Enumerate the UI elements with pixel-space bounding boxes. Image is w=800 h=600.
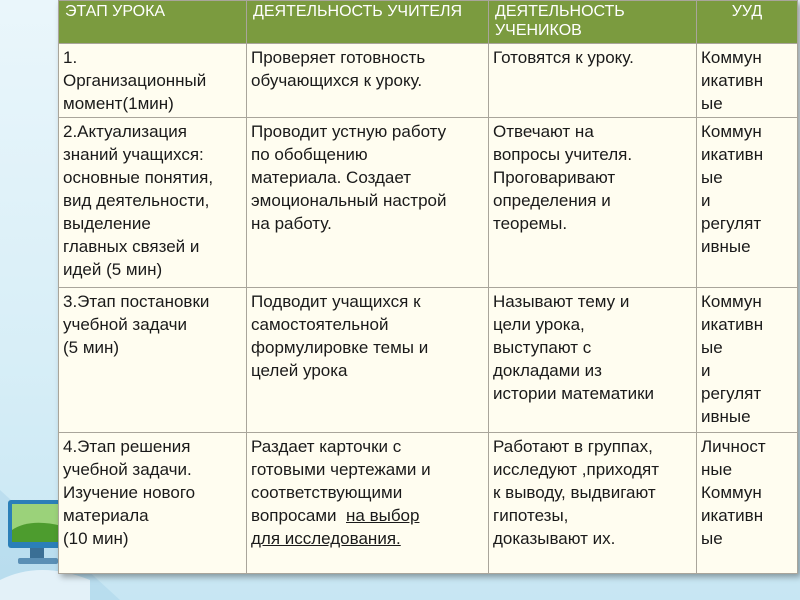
students-text: доказывают их. bbox=[493, 529, 616, 548]
table-row bbox=[59, 44, 798, 118]
uud-text: и bbox=[701, 361, 711, 380]
lesson-plan-table bbox=[58, 0, 798, 574]
teacher-text: Раздает карточки с bbox=[251, 437, 402, 456]
students-text: исследуют ,приходят bbox=[493, 460, 659, 479]
students-text: цели урока, bbox=[493, 315, 585, 334]
students-text: Называют тему и bbox=[493, 292, 630, 311]
teacher-cell bbox=[247, 44, 489, 118]
students-text: Работают в группах, bbox=[493, 437, 653, 456]
stage-text: Изучение нового bbox=[63, 483, 196, 502]
stage-text: (5 мин) bbox=[63, 338, 120, 357]
stage-text: материала bbox=[63, 506, 149, 525]
stage-text: идей (5 мин) bbox=[63, 260, 163, 279]
stage-text: главных связей и bbox=[63, 237, 200, 256]
header-student-activity: ДЕЯТЕЛЬНОСТЬ УЧЕНИКОВ bbox=[489, 1, 697, 44]
uud-text: икативн bbox=[701, 145, 764, 164]
teacher-cell bbox=[247, 118, 489, 288]
stage-text: выделение bbox=[63, 214, 151, 233]
teacher-text: готовыми чертежами и bbox=[251, 460, 431, 479]
header-uud: УУД bbox=[697, 1, 798, 44]
uud-text: ые bbox=[701, 168, 723, 187]
teacher-cell bbox=[247, 433, 489, 574]
students-cell bbox=[489, 433, 697, 574]
uud-text: ивные bbox=[701, 237, 751, 256]
teacher-text: материала. Создает bbox=[251, 168, 412, 187]
uud-text: Коммун bbox=[701, 483, 762, 502]
teacher-text: Подводит учащихся к bbox=[251, 292, 421, 311]
uud-text: Коммун bbox=[701, 48, 762, 67]
teacher-text: Проводит устную работу bbox=[251, 122, 447, 141]
teacher-text-plain: вопросами bbox=[251, 506, 346, 525]
stage-text: момент(1мин) bbox=[63, 94, 174, 113]
stage-text: 3.Этап постановки bbox=[63, 292, 210, 311]
stage-text: 4.Этап решения bbox=[63, 437, 191, 456]
teacher-text: эмоциональный настрой bbox=[251, 191, 447, 210]
uud-text: ые bbox=[701, 94, 723, 113]
table-row bbox=[59, 118, 798, 288]
header-stage: ЭТАП УРОКА bbox=[59, 1, 247, 44]
students-text: гипотезы, bbox=[493, 506, 569, 525]
uud-text: ые bbox=[701, 529, 723, 548]
students-text: докладами из bbox=[493, 361, 602, 380]
students-text: к выводу, выдвигают bbox=[493, 483, 656, 502]
stage-text: учебной задачи. bbox=[63, 460, 192, 479]
teacher-text: Проверяет готовность bbox=[251, 48, 426, 67]
uud-text: икативн bbox=[701, 506, 764, 525]
stage-cell bbox=[59, 433, 247, 574]
stage-cell bbox=[59, 44, 247, 118]
uud-text: регулят bbox=[701, 214, 762, 233]
choice-link[interactable]: на выбор bbox=[346, 506, 420, 525]
research-link[interactable]: для исследования. bbox=[251, 529, 401, 548]
table-row bbox=[59, 433, 798, 574]
students-cell bbox=[489, 118, 697, 288]
uud-cell bbox=[697, 118, 798, 288]
uud-text: Личност bbox=[701, 437, 766, 456]
teacher-text: по обобщению bbox=[251, 145, 368, 164]
students-text: выступают с bbox=[493, 338, 592, 357]
header-teacher-activity: ДЕЯТЕЛЬНОСТЬ УЧИТЕЛЯ bbox=[247, 1, 489, 44]
teacher-text bbox=[251, 504, 484, 527]
students-text: вопросы учителя. bbox=[493, 145, 633, 164]
uud-text: икативн bbox=[701, 315, 764, 334]
uud-text: ные bbox=[701, 460, 733, 479]
students-text: теоремы. bbox=[493, 214, 568, 233]
stage-text: (10 мин) bbox=[63, 529, 129, 548]
uud-text: ые bbox=[701, 338, 723, 357]
students-text: Проговаривают bbox=[493, 168, 616, 187]
stage-cell bbox=[59, 118, 247, 288]
uud-cell bbox=[697, 433, 798, 574]
teacher-text: на работу. bbox=[251, 214, 332, 233]
stage-cell bbox=[59, 288, 247, 433]
students-text: определения и bbox=[493, 191, 611, 210]
students-cell bbox=[489, 288, 697, 433]
stage-text: Организационный bbox=[63, 71, 207, 90]
uud-cell bbox=[697, 288, 798, 433]
teacher-text: самостоятельной bbox=[251, 315, 389, 334]
uud-text: регулят bbox=[701, 384, 762, 403]
uud-text: и bbox=[701, 191, 711, 210]
teacher-cell bbox=[247, 288, 489, 433]
uud-text: икативн bbox=[701, 71, 764, 90]
stage-text: вид деятельности, bbox=[63, 191, 210, 210]
stage-text: 1. bbox=[63, 48, 78, 67]
students-text: Отвечают на bbox=[493, 122, 594, 141]
uud-cell bbox=[697, 44, 798, 118]
students-text: Готовятся к уроку. bbox=[493, 48, 634, 67]
students-cell bbox=[489, 44, 697, 118]
uud-text: Коммун bbox=[701, 122, 762, 141]
stage-text: учебной задачи bbox=[63, 315, 188, 334]
uud-text: ивные bbox=[701, 407, 751, 426]
teacher-text: обучающихся к уроку. bbox=[251, 71, 423, 90]
teacher-text: формулировке темы и bbox=[251, 338, 429, 357]
teacher-text: соответствующими bbox=[251, 483, 403, 502]
teacher-text: целей урока bbox=[251, 361, 348, 380]
stage-text: 2.Актуализация bbox=[63, 122, 187, 141]
table-row bbox=[59, 288, 798, 433]
uud-text: Коммун bbox=[701, 292, 762, 311]
stage-text: основные понятия, bbox=[63, 168, 214, 187]
students-text: истории математики bbox=[493, 384, 655, 403]
stage-text: знаний учащихся: bbox=[63, 145, 204, 164]
table-header-row bbox=[59, 1, 798, 44]
